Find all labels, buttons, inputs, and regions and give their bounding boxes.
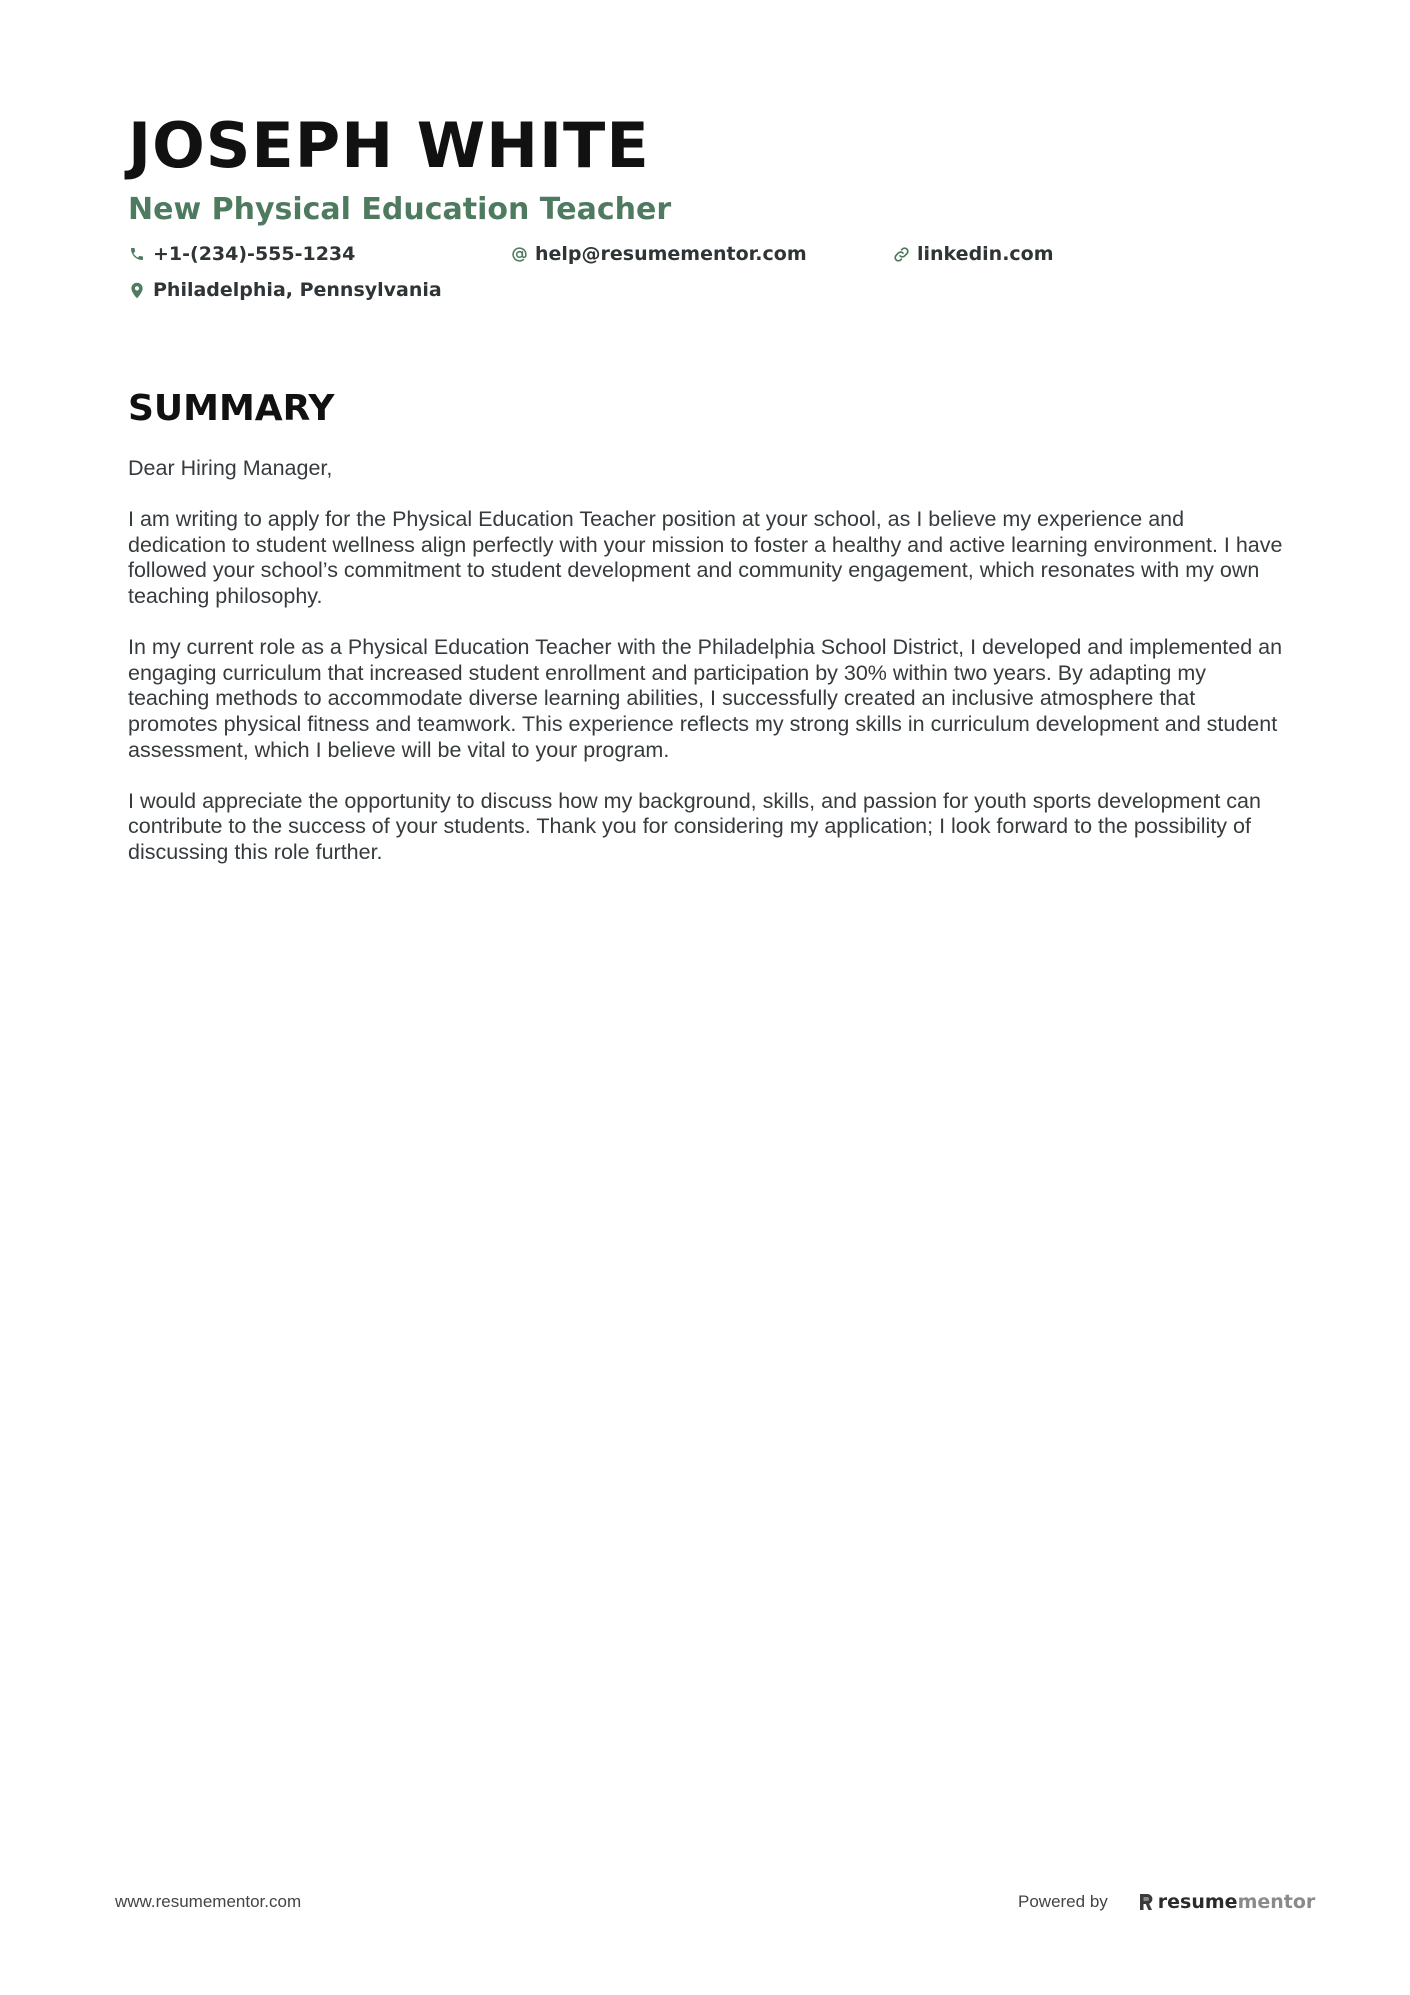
location-text: Philadelphia, Pennsylvania bbox=[153, 279, 442, 301]
letter-paragraph-2: In my current role as a Physical Education Teacher with the Philadelphia School District, I developed and implemented an engaging curriculum that increased student enrollment and participation by 30% within two years. By adapting my teaching methods to accommodate diverse learning abilities, I successfully created an inclusive atmosphere that promotes physical fitness and teamwork. This experience reflects my strong skills in curriculum development and student assessment, which I believe will be vital to your program. bbox=[128, 635, 1283, 762]
letter-paragraph-3: I would appreciate the opportunity to discuss how my background, skills, and passion for youth sports development can contribute to the success of your students. Thank you for considering my application; I look forward to the possibility of discussing this role further. bbox=[128, 788, 1261, 864]
contact-location bbox=[128, 275, 442, 305]
website-text: linkedin.com bbox=[917, 243, 1054, 265]
candidate-role: New Physical Education Teacher bbox=[128, 192, 672, 227]
contact-phone bbox=[128, 239, 355, 269]
brand-name-mentor: mentor bbox=[1237, 1891, 1316, 1913]
contact-email bbox=[510, 239, 807, 269]
summary-heading: SUMMARY bbox=[128, 388, 335, 429]
footer-powered-by[interactable] bbox=[1018, 1884, 1315, 1920]
brand-name-resume: resume bbox=[1157, 1891, 1238, 1913]
resumementor-logo-icon bbox=[1138, 1892, 1154, 1912]
email-text: help@resumementor.com bbox=[535, 243, 807, 265]
letter-greeting: Dear Hiring Manager, bbox=[128, 456, 333, 480]
candidate-name: JOSEPH WHITE bbox=[128, 109, 650, 182]
map-pin-icon bbox=[128, 281, 146, 299]
letter-body bbox=[128, 456, 1288, 891]
letter-paragraph-1: I am writing to apply for the Physical Education Teacher position at your school, as I believe my experience and dedication to student wellness align perfectly with your mission to foster a healthy and active learning environment. I have followed your school’s commitment to student development and community engagement, which resonates with my own teaching philosophy. bbox=[128, 507, 1283, 608]
link-icon bbox=[892, 245, 910, 263]
footer-site-link[interactable]: www.resumementor.com bbox=[115, 1892, 302, 1911]
contact-website bbox=[892, 239, 1054, 269]
powered-by-label: Powered by bbox=[1018, 1892, 1108, 1911]
phone-icon bbox=[128, 245, 146, 263]
phone-text: +1-(234)-555-1234 bbox=[153, 243, 356, 265]
at-icon bbox=[510, 245, 528, 263]
